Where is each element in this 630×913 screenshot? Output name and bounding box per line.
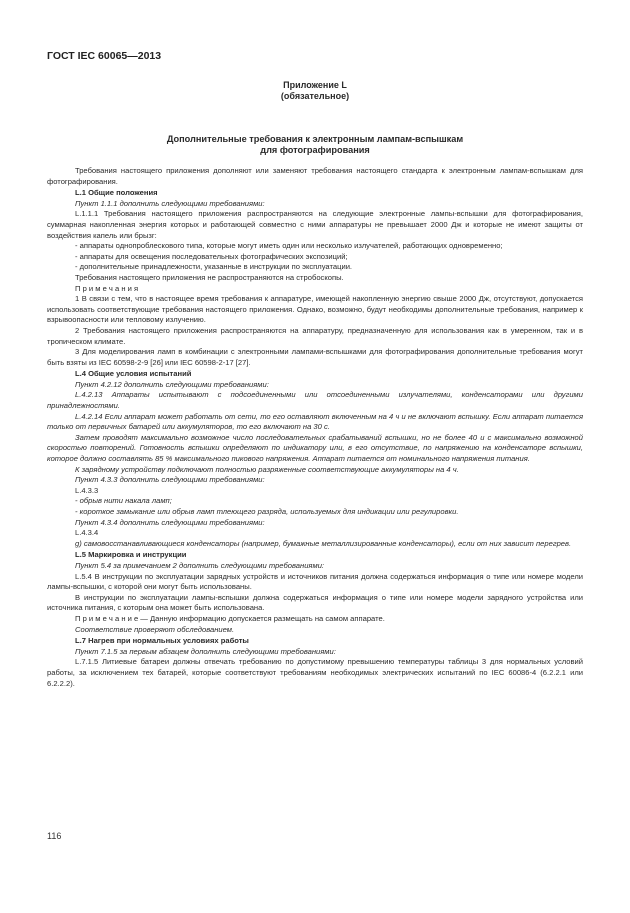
section-heading: L.1 Общие положения xyxy=(75,188,158,198)
paragraph: L.7.1.5 Литиевые батареи должны отвечать требованию по допустимому превышению температуры таблицы 3 для нормальных условий работы, за исключением тех батарей, которые соответствуют требованиям необходимых электрических испытаний по IEC 60086-4 (6.2.2.1 или 6.2.2.2). xyxy=(47,657,583,688)
paragraph: L.1.1.1 Требования настоящего приложения распространяются на следующие электронные лампы-вспышки для фотографирования, суммарная накопленная энергия которых и работающей совместно с ними аппаратуры не превышает 2000 Дж и которые не имеют защиты от воздействия капель или брызг: xyxy=(47,209,583,240)
paragraph: L.4.3.4 xyxy=(75,528,99,538)
appendix-title xyxy=(0,134,630,156)
paragraph: Соответствие проверяют обследованием. xyxy=(75,624,235,634)
title-line-2: для фотографирования xyxy=(260,145,370,155)
appendix-heading xyxy=(0,80,630,102)
paragraph: П р и м е ч а н и я xyxy=(75,283,139,293)
body-text xyxy=(47,166,583,689)
paragraph: 3 Для моделирования ламп в комбинации с электронными лампами-вспышками для фотографирования дополнительные требования могут быть взяты из IEC 60598-2-9 [26] или IEC 60598-2-17 [27]. xyxy=(47,347,583,367)
paragraph: L.4.2.14 Если аппарат может работать от сети, то его оставляют включенным на 4 ч и не включают вспышку. Если аппарат питается только от первичных батарей или аккумуляторов, то его включают на 30 с. xyxy=(47,411,583,432)
paragraph: L.4.2.13 Аппараты испытывают с подсоединенными или отсоединенными излучателями, конденсаторами или другими принадлежностями. xyxy=(47,390,583,411)
paragraph: П р и м е ч а н и е — Данную информацию допускается размещать на самом аппарате. xyxy=(75,613,385,623)
paragraph: - аппараты для освещения последовательных фотографических экспозиций; xyxy=(75,251,348,261)
paragraph: В инструкции по эксплуатации лампы-вспышки должна содержаться информация о типе или номере модели зарядного устройства или источника питания, с которым она может быть использована. xyxy=(47,592,583,613)
paragraph: Пункт 4.3.4 дополнить следующими требованиями: xyxy=(75,517,265,527)
paragraph: L.4.3.3 xyxy=(75,485,99,495)
paragraph: Требования настоящего приложения не распространяются на стробоскопы. xyxy=(75,272,344,282)
paragraph: g) самовосстанавливающиеся конденсаторы (например, бумажные металлизированные конденсаторы), если от них зависит перегрев. xyxy=(75,538,572,548)
paragraph: Пункт 4.2.12 дополнить следующими требованиями: xyxy=(75,379,269,389)
paragraph: - аппараты однопроблескового типа, которые могут иметь один или несколько излучателей, работающих одновременно; xyxy=(75,241,503,251)
section-heading: L.4 Общие условия испытаний xyxy=(75,369,192,379)
paragraph: - дополнительные принадлежности, указанные в инструкции по эксплуатации. xyxy=(75,262,353,272)
title-line-1: Дополнительные требования к электронным лампам-вспышкам xyxy=(166,134,464,144)
page-number: 116 xyxy=(47,831,62,841)
section-heading: L.5 Маркировка и инструкции xyxy=(75,550,187,560)
paragraph: Затем проводят максимально возможное число последовательных срабатываний вспышки, но не более 40 и с максимально возможной скоростью повторений. Готовность вспышки определяют по индикатору или, в его отсутствие, по напряжению на конденсаторе вспышки, которое должно составлять 85 % максимального пикового напряжения. Аппарат питается от номинального напряжения питания. xyxy=(47,432,583,464)
paragraph: Пункт 4.3.3 дополнить следующими требованиями: xyxy=(75,475,265,485)
paragraph: - обрыв нити накала ламп; xyxy=(75,496,172,506)
paragraph: L.5.4 В инструкции по эксплуатации зарядных устройств и источников питания должна содержаться информация о типе или номере модели лампы-вспышки, с которой они могут быть использованы. xyxy=(47,571,583,592)
paragraph: 1 В связи с тем, что в настоящее время требования к аппаратуре, имеющей накопленную энергию свыше 2000 Дж, отсутствуют, допускается использовать соответствующие требования настоящего приложения. Однако, возможно, будут необходимы дополнительные требования, например к взрывоопасности или тепловому излучению. xyxy=(47,294,583,325)
standard-header: ГОСТ IEC 60065—2013 xyxy=(47,50,162,62)
section-heading: L.7 Нагрев при нормальных условиях работы xyxy=(75,636,249,646)
paragraph: Пункт 5.4 за примечанием 2 дополнить следующими требованиями: xyxy=(75,560,325,570)
appendix-label: Приложение L xyxy=(283,80,347,90)
paragraph: 2 Требования настоящего приложения распространяются на аппаратуру, предназначенную для использования как в умеренном, так и в тропическом климате. xyxy=(47,325,583,346)
appendix-status: (обязательное) xyxy=(280,91,350,101)
paragraph: К зарядному устройству подключают полностью разряженные соответствующие аккумуляторы на 4 ч. xyxy=(75,464,459,474)
paragraph: Пункт 7.1.5 за первым абзацем дополнить следующими требованиями: xyxy=(75,646,336,656)
paragraph: - короткое замыкание или обрыв ламп тлеющего разряда, используемых для индикации или регулировки. xyxy=(75,507,459,516)
paragraph: Пункт 1.1.1 дополнить следующими требованиями: xyxy=(75,198,265,208)
paragraph: Требования настоящего приложения дополняют или заменяют требования настоящего стандарта к электронным лампам-вспышкам для фотографирования. xyxy=(47,166,583,186)
